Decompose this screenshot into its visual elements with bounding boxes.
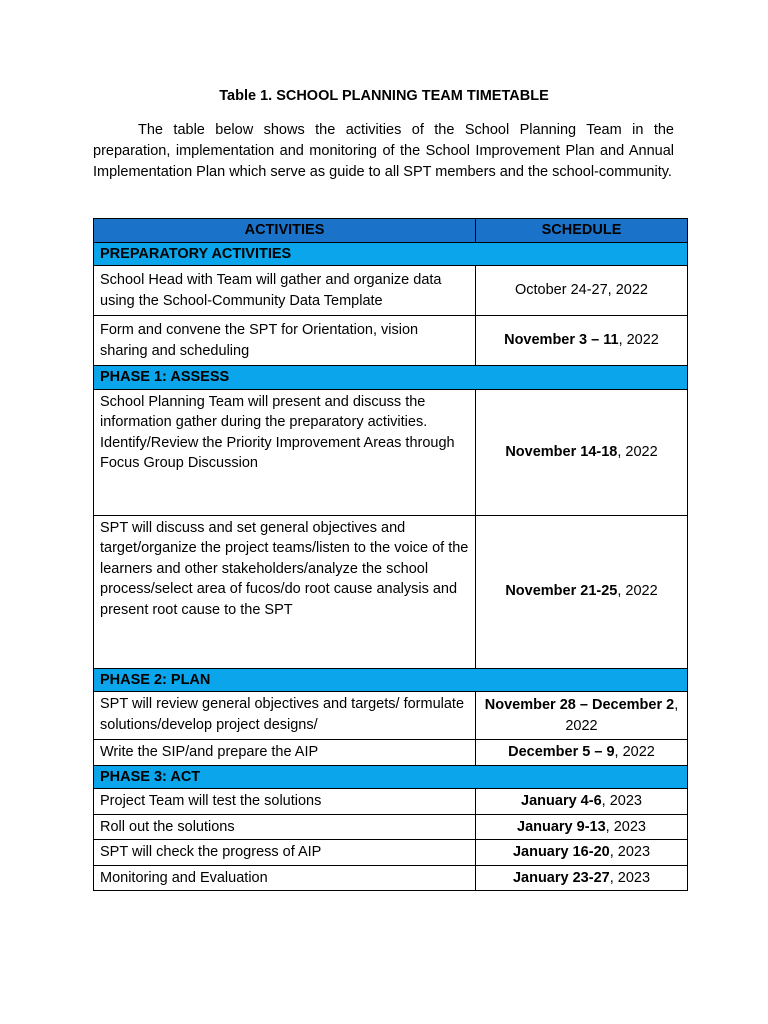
schedule-cell: [476, 789, 688, 815]
section-label: PREPARATORY ACTIVITIES: [94, 242, 688, 266]
schedule-cell: [476, 840, 688, 866]
header-schedule: SCHEDULE: [476, 219, 688, 243]
table-row: [94, 814, 688, 840]
timetable: [93, 218, 688, 891]
table-row: [94, 740, 688, 766]
activity-cell: SPT will check the progress of AIP: [94, 840, 476, 866]
schedule-year: , 2022: [565, 697, 679, 734]
section-row-act: [94, 765, 688, 789]
schedule-cell: [476, 865, 688, 891]
schedule-cell: October 24-27, 2022: [476, 266, 688, 316]
section-row-assess: [94, 366, 688, 390]
schedule-year: , 2023: [609, 844, 651, 860]
schedule-year: , 2022: [617, 443, 658, 460]
activity-cell: Write the SIP/and prepare the AIP: [94, 740, 476, 766]
section-row-plan: [94, 668, 688, 692]
section-label: PHASE 1: ASSESS: [94, 366, 688, 390]
activity-cell: Project Team will test the solutions: [94, 789, 476, 815]
table-title: Table 1. SCHOOL PLANNING TEAM TIMETABLE: [219, 88, 549, 104]
activity-cell: SPT will discuss and set general objectives and target/organize the project teams/listen to the voice of the learners and other stakeholders/analyze the school process/select area of fucos/do root cause analysis and present root cause to the SPT: [94, 515, 476, 668]
schedule-dates: November 3 – 11: [504, 332, 619, 349]
schedule-dates: November 14-18: [505, 443, 618, 460]
schedule-dates: November 21-25: [505, 583, 618, 600]
intro-paragraph: The table below shows the activities of the School Planning Team in the preparation, implementation and monitoring of the School Improvement Plan and Annual Implementation Plan which serve as guide to all SPT members and the school-community.: [93, 122, 674, 180]
schedule-year: , 2023: [601, 793, 642, 809]
schedule-cell: [476, 515, 688, 668]
schedule-year: , 2022: [618, 332, 659, 349]
activity-cell: Roll out the solutions: [94, 814, 476, 840]
activity-text: Identify/Review the Priority Improvement Areas through Focus Group Discussion: [100, 434, 455, 471]
table-row: [94, 789, 688, 815]
activity-cell: School Head with Team will gather and organize data using the School-Community Data Template: [94, 266, 476, 316]
section-row-preparatory: [94, 242, 688, 266]
table-row: [94, 840, 688, 866]
activity-cell: [94, 389, 476, 515]
schedule-dates: November 28 – December 2: [484, 697, 675, 713]
schedule-dates: January 23-27: [512, 869, 610, 886]
activity-cell: Monitoring and Evaluation: [94, 865, 476, 891]
table-header-row: [94, 219, 688, 243]
schedule-year: , 2023: [605, 818, 646, 835]
schedule-dates: January 9-13: [517, 818, 606, 835]
schedule-dates: December 5 – 9: [508, 744, 615, 760]
activity-text: School Planning Team will present and discuss the information gather during the preparatory activities.: [100, 393, 428, 430]
table-row: [94, 266, 688, 316]
schedule-cell: [476, 389, 688, 515]
schedule-dates: January 4-6: [521, 793, 602, 809]
schedule-year: , 2023: [609, 869, 651, 886]
table-row: [94, 515, 688, 668]
table-row: [94, 389, 688, 515]
table-row: [94, 692, 688, 740]
table-row: [94, 865, 688, 891]
activity-cell: Form and convene the SPT for Orientation, vision sharing and scheduling: [94, 316, 476, 366]
schedule-cell: [476, 814, 688, 840]
section-label: PHASE 2: PLAN: [94, 668, 688, 692]
table-row: [94, 316, 688, 366]
section-label: PHASE 3: ACT: [94, 765, 688, 789]
schedule-cell: [476, 692, 688, 740]
schedule-dates: January 16-20: [512, 844, 610, 860]
schedule-cell: [476, 316, 688, 366]
activity-cell: SPT will review general objectives and targets/ formulate solutions/develop project designs/: [94, 692, 476, 740]
header-activities: ACTIVITIES: [94, 219, 476, 243]
schedule-year: , 2022: [614, 744, 655, 760]
schedule-cell: [476, 740, 688, 766]
schedule-year: , 2022: [617, 583, 658, 600]
